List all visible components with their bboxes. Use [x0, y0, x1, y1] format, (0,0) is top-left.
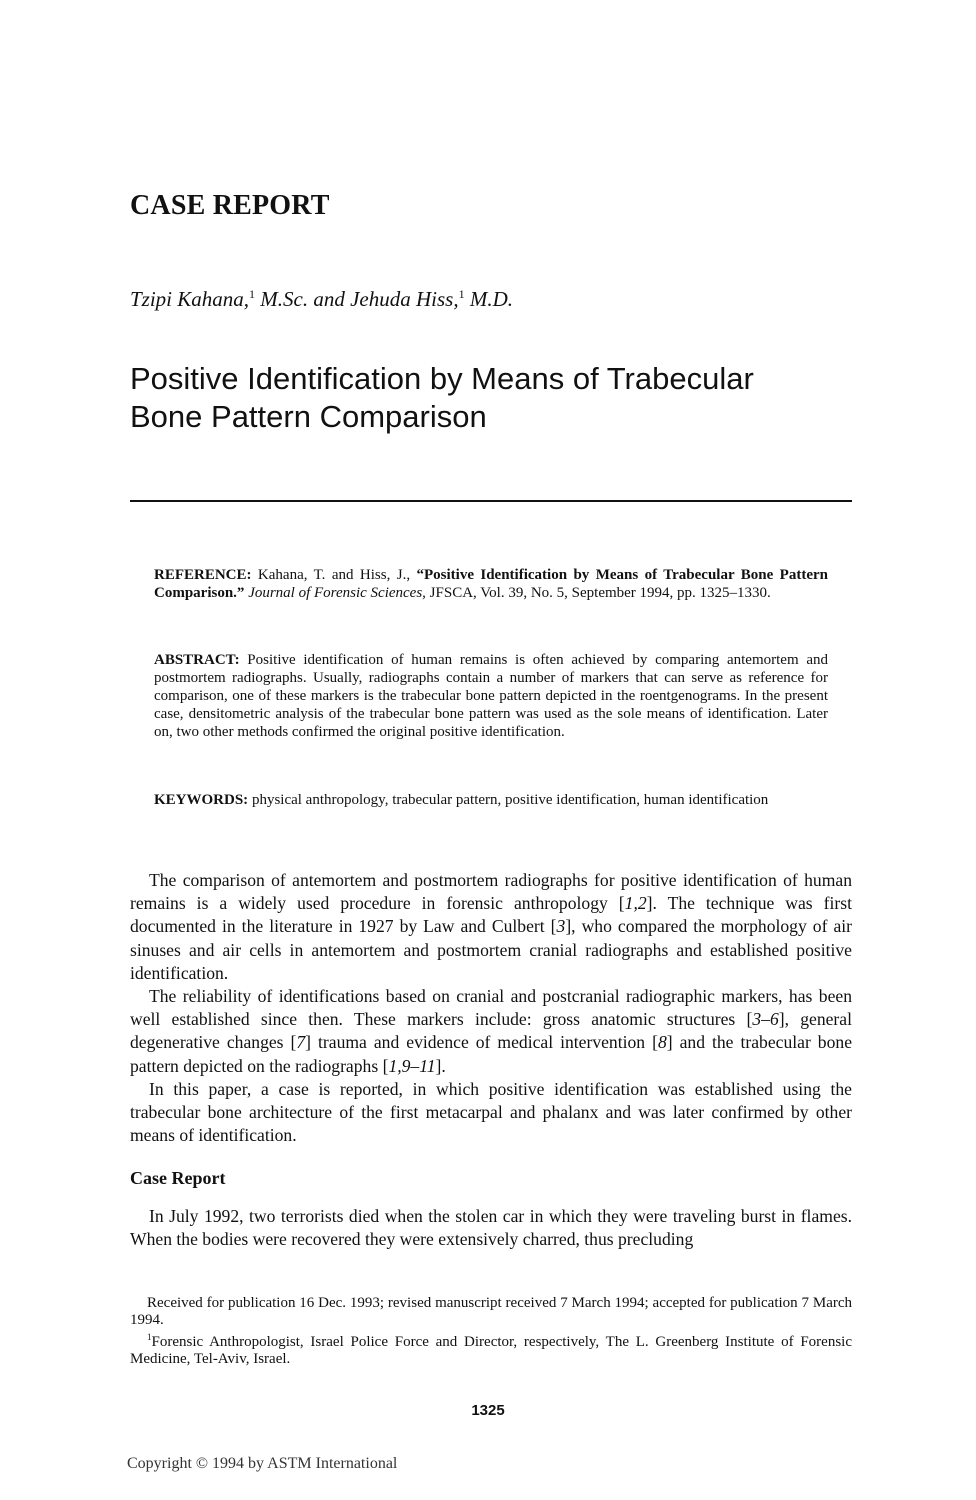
author-line [130, 287, 513, 312]
title-line: Bone Pattern Comparison [130, 399, 487, 434]
introduction [130, 869, 852, 1147]
citation: 3 [556, 916, 566, 937]
section-heading: Case Report [130, 1168, 226, 1188]
abstract-block [154, 651, 828, 741]
keywords-block [154, 791, 828, 809]
reference-label: REFERENCE: [154, 567, 252, 583]
abstract-text: Positive identification of human remains is often achieved by comparing antemortem and postmortem radiographs. Usually, radiographs contain a number of markers that can serve as reference for comparison, one of these markers is the trabecular bone pattern depicted in the roentgenograms. In the present case, densitometric analysis of the trabecular bone pattern was used as the sole means of identification. Later on, two other methods confirmed the original positive identification. [154, 652, 828, 740]
author-name: Tzipi Kahana, [130, 287, 250, 311]
reference-details: JFSCA, Vol. 39, No. 5, September 1994, pp. 1325–1330. [425, 585, 771, 601]
reference-title: “Positive Identification by Means of Trabecular Bone Pattern Comparison.” [154, 567, 828, 601]
text-run: ]. [435, 1055, 446, 1076]
body-paragraph: In July 1992, two terrorists died when the stolen car in which they were traveling burst in flames. When the bodies were recovered they were extensively charred, thus precluding [130, 1206, 852, 1250]
text-run: ] trauma and evidence of medical intervention [ [305, 1032, 658, 1053]
citation: 8 [657, 1032, 667, 1053]
body-paragraph [130, 985, 852, 1078]
footnotes [130, 1295, 852, 1368]
title-line: Positive Identification by Means of Trabecular [130, 361, 754, 396]
keywords-label: KEYWORDS: [154, 792, 249, 808]
affiliation-marker: 1 [147, 1332, 152, 1342]
footnote-affiliation [130, 1329, 852, 1368]
reference-authors: Kahana, T. and Hiss, J., [251, 567, 417, 583]
citation: 7 [296, 1032, 306, 1053]
text-run: The reliability of identifications based on cranial and postcranial radiographic markers, has been well established since then. These markers include: gross anatomic structures [ [130, 986, 852, 1030]
case-report-section [130, 1205, 852, 1251]
keywords-text: physical anthropology, trabecular pattern, positive identification, human identification [248, 792, 769, 808]
footnote-received: Received for publication 16 Dec. 1993; revised manuscript received 7 March 1994; accepted for publication 7 March 1994. [130, 1295, 852, 1328]
affiliation-marker: 1 [249, 287, 256, 301]
citation: 3–6 [752, 1009, 779, 1030]
text-run: ], general degenerative changes [ [130, 1009, 852, 1053]
citation: 1,9–11 [388, 1055, 436, 1076]
footnote-text: Forensic Anthropologist, Israel Police Force and Director, respectively, The L. Greenberg Institute of Forensic Medicine, Tel-Aviv, Israel. [130, 1334, 852, 1367]
body-paragraph [130, 869, 852, 985]
author-degree: M.D. [464, 287, 514, 311]
affiliation-marker: 1 [458, 287, 465, 301]
abstract-label: ABSTRACT: [154, 652, 240, 668]
text-run: ]. The technique was first documented in the literature in 1927 by Law and Culbert [ [130, 893, 852, 937]
reference-block [154, 566, 828, 602]
author-degree: M.Sc. and [255, 287, 351, 311]
citation: 1,2 [624, 893, 647, 914]
text-run: ] and the trabecular bone pattern depicted on the radiographs [ [130, 1032, 852, 1076]
text-run: The comparison of antemortem and postmortem radiographs for positive identification of human remains is a widely used procedure in forensic anthropology [ [130, 870, 852, 914]
section-label: CASE REPORT [130, 190, 330, 221]
text-run: ], who compared the morphology of air sinuses and air cells in antemortem and postmortem cranial radiographs and established positive identification. [130, 916, 852, 983]
reference-journal: Journal of Forensic Sciences, [244, 585, 426, 601]
title-divider [130, 500, 852, 502]
article-title [130, 360, 860, 436]
page-number: 1325 [471, 1402, 505, 1419]
copyright-notice: Copyright © 1994 by ASTM International [127, 1455, 398, 1472]
body-paragraph: In this paper, a case is reported, in which positive identification was established using the trabecular bone architecture of the first metacarpal and phalanx and was later confirmed by other means of identification. [130, 1078, 852, 1146]
author-name: Jehuda Hiss, [350, 287, 459, 311]
